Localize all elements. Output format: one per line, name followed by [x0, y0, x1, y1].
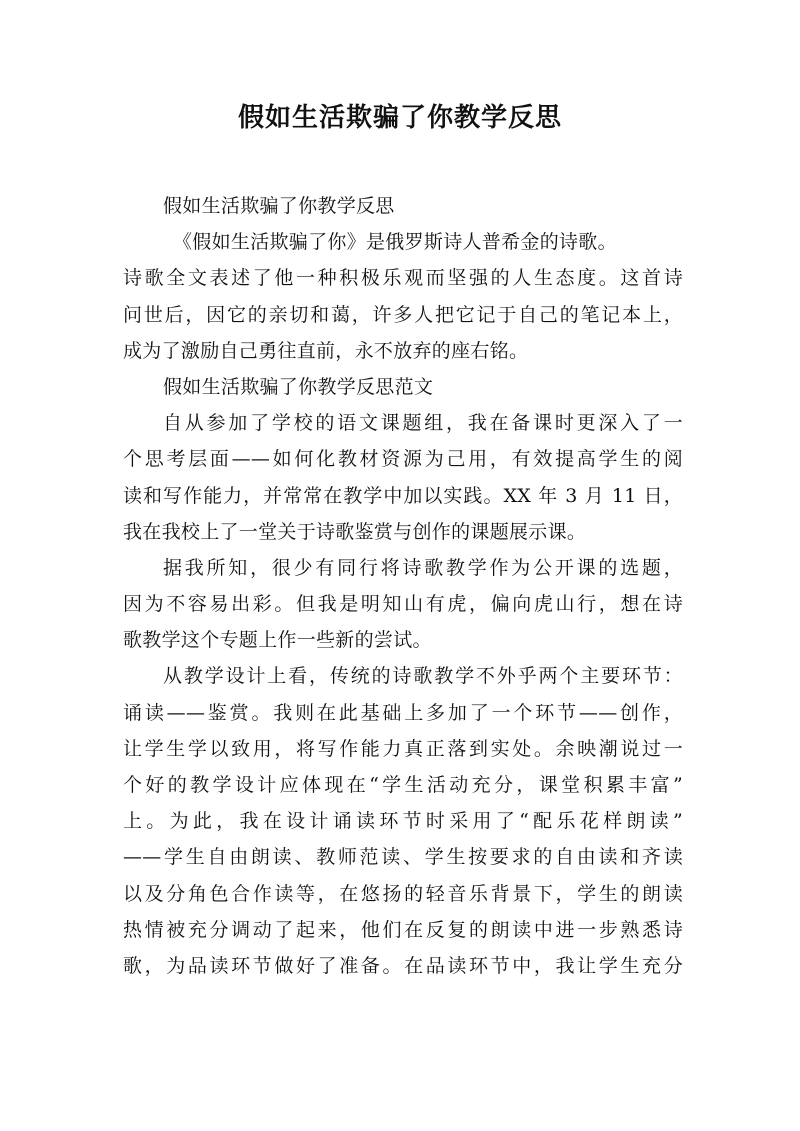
- subheading-line: 假如生活欺骗了你教学反思: [163, 195, 395, 217]
- paragraph-line: 热情被充分调动了起来，他们在反复的朗读中进一步熟悉诗: [123, 918, 683, 941]
- paragraph-line: 从教学设计上看，传统的诗歌教学不外乎两个主要环节：: [163, 665, 683, 688]
- paragraph-line: 我在我校上了一堂关于诗歌鉴赏与创作的课题展示课。: [123, 520, 587, 543]
- paragraph-line: 诵读——鉴赏。我则在此基础上多加了一个环节——创作，: [123, 701, 683, 724]
- paragraph-line: 自从参加了学校的语文课题组，我在备课时更深入了一: [163, 412, 683, 435]
- paragraph-line: ——学生自由朗读、教师范读、学生按要求的自由读和齐读: [123, 846, 683, 869]
- paragraph-line: 《假如生活欺骗了你》是俄罗斯诗人普希金的诗歌。: [173, 231, 617, 254]
- paragraph-line: 诗歌全文表述了他一种积极乐观而坚强的人生态度。这首诗: [123, 267, 683, 290]
- paragraph-line: 上。为此，我在设计诵读环节时采用了“配乐花样朗读”: [123, 810, 683, 833]
- paragraph-line: 让学生学以致用，将写作能力真正落到实处。余映潮说过一: [123, 737, 683, 760]
- paragraph-line: 因为不容易出彩。但我是明知山有虎，偏向虎山行，想在诗: [123, 593, 683, 616]
- document-body: [123, 188, 683, 984]
- paragraph-line: 歌，为品读环节做好了准备。在品读环节中，我让学生充分: [123, 954, 683, 977]
- document-title: 假如生活欺骗了你教学反思: [237, 103, 562, 133]
- paragraph-line: 成为了激励自己勇往直前，永不放弃的座右铭。: [123, 339, 529, 362]
- paragraph-line: 据我所知，很少有同行将诗歌教学作为公开课的选题，: [163, 556, 683, 579]
- subheading-line: 假如生活欺骗了你教学反思范文: [163, 375, 434, 398]
- paragraph-line: 读和写作能力，并常常在教学中加以实践。XX 年 3 月 11 日，: [123, 484, 683, 507]
- paragraph-line: 个思考层面——如何化教材资源为己用，有效提高学生的阅: [123, 448, 683, 471]
- paragraph-line: 问世后，因它的亲切和蔼，许多人把它记于自己的笔记本上，: [123, 303, 683, 326]
- paragraph-line: 以及分角色合作读等，在悠扬的轻音乐背景下，学生的朗读: [123, 882, 683, 905]
- paragraph-line: 歌教学这个专题上作一些新的尝试。: [123, 629, 432, 652]
- paragraph-line: 个好的教学设计应体现在“学生活动充分，课堂积累丰富”: [123, 774, 683, 796]
